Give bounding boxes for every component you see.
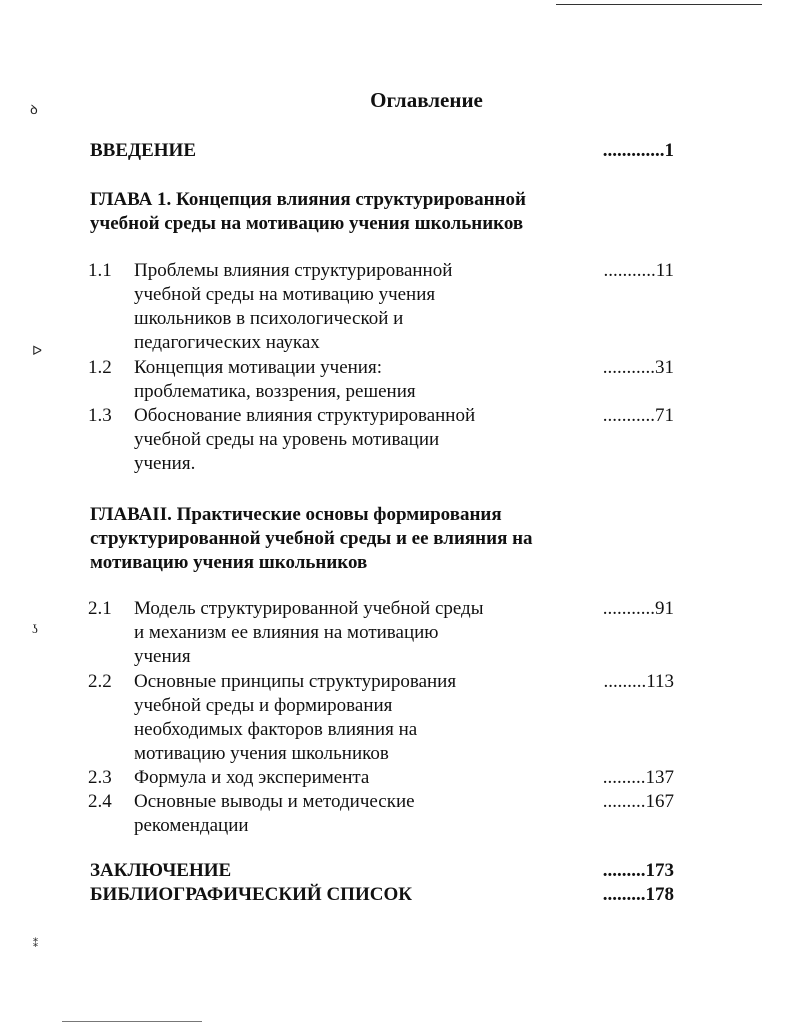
toc-bibliography[interactable] <box>90 884 674 906</box>
chapter-2-line: мотивацию учения школьников <box>90 552 368 573</box>
toc-entry-1-1[interactable] <box>88 259 674 355</box>
toc-bibliography-page: .........178 <box>602 884 674 905</box>
entry-number: 1.1 <box>88 260 112 281</box>
entry-title <box>134 766 554 790</box>
scan-artifact-line <box>556 4 762 5</box>
entry-line: Формула и ход эксперимента <box>134 767 370 788</box>
entry-title <box>134 790 554 838</box>
toc-conclusion[interactable] <box>90 860 674 882</box>
entry-line: рекомендации <box>134 815 249 836</box>
scan-speck-icon: ʖ <box>32 621 38 636</box>
toc-entry-2-3[interactable] <box>88 766 674 790</box>
entry-line: Проблемы влияния структурированной <box>134 260 453 281</box>
toc-entry-2-4[interactable] <box>88 790 674 838</box>
entry-line: школьников в психологической и <box>134 308 404 329</box>
entry-number: 2.4 <box>88 791 112 812</box>
toc-conclusion-page: .........173 <box>602 860 674 881</box>
toc-intro-label: ВВЕДЕНИЕ <box>90 140 196 161</box>
entry-title <box>134 356 554 404</box>
entry-number: 1.3 <box>88 405 112 426</box>
entry-line: Обоснование влияния структурированной <box>134 405 476 426</box>
toc-intro-page: .............1 <box>602 140 674 161</box>
toc-bibliography-label: БИБЛИОГРАФИЧЕСКИЙ СПИСОК <box>90 884 413 905</box>
chapter-1-line: учебной среды на мотивацию учения школьников <box>90 213 524 234</box>
scan-artifact-line <box>62 1021 202 1022</box>
toc-entry-2-2[interactable] <box>88 670 674 766</box>
chapter-2-heading[interactable] <box>90 503 650 575</box>
entry-page: .........167 <box>602 791 674 812</box>
toc-intro[interactable] <box>90 140 674 162</box>
entry-line: учебной среды на уровень мотивации <box>134 429 440 450</box>
page-title: Оглавление <box>370 88 483 112</box>
chapter-2-line: структурированной учебной среды и ее влияния на <box>90 528 533 549</box>
entry-line: педагогических науках <box>134 332 320 353</box>
entry-page: ...........11 <box>603 260 674 281</box>
scan-speck-icon: ⁑ <box>33 939 38 950</box>
entry-number: 1.2 <box>88 357 112 378</box>
entry-title <box>134 670 554 766</box>
entry-page: .........113 <box>603 671 674 692</box>
entry-title <box>134 259 554 355</box>
toc-entry-2-1[interactable] <box>88 597 674 669</box>
entry-number: 2.3 <box>88 767 112 788</box>
entry-page: ...........31 <box>602 357 674 378</box>
chapter-2-line: ГЛАВАII. Практические основы формирования <box>90 504 502 525</box>
entry-title <box>134 597 554 669</box>
entry-line: мотивацию учения школьников <box>134 743 389 764</box>
entry-line: учения. <box>134 453 196 474</box>
entry-line: Основные выводы и методические <box>134 791 415 812</box>
toc-entry-1-3[interactable] <box>88 404 674 476</box>
entry-number: 2.1 <box>88 598 112 619</box>
entry-line: необходимых факторов влияния на <box>134 719 418 740</box>
scan-speck-icon: ꝺ <box>30 102 38 117</box>
toc-entry-1-2[interactable] <box>88 356 674 404</box>
entry-line: учебной среды на мотивацию учения <box>134 284 436 305</box>
entry-line: проблематика, воззрения, решения <box>134 381 416 402</box>
entry-page: .........137 <box>602 767 674 788</box>
entry-line: и механизм ее влияния на мотивацию <box>134 622 439 643</box>
entry-title <box>134 404 554 476</box>
entry-number: 2.2 <box>88 671 112 692</box>
entry-page: ...........71 <box>602 405 674 426</box>
entry-line: Концепция мотивации учения: <box>134 357 382 378</box>
toc-conclusion-label: ЗАКЛЮЧЕНИЕ <box>90 860 232 881</box>
chapter-1-line: ГЛАВА 1. Концепция влияния структурированной <box>90 189 526 210</box>
entry-line: учебной среды и формирования <box>134 695 393 716</box>
entry-line: учения <box>134 646 191 667</box>
entry-page: ...........91 <box>602 598 674 619</box>
scan-speck-icon: ᐅ <box>32 343 42 358</box>
entry-line: Модель структурированной учебной среды <box>134 598 484 619</box>
chapter-1-heading[interactable] <box>90 188 650 236</box>
entry-line: Основные принципы структурирования <box>134 671 457 692</box>
